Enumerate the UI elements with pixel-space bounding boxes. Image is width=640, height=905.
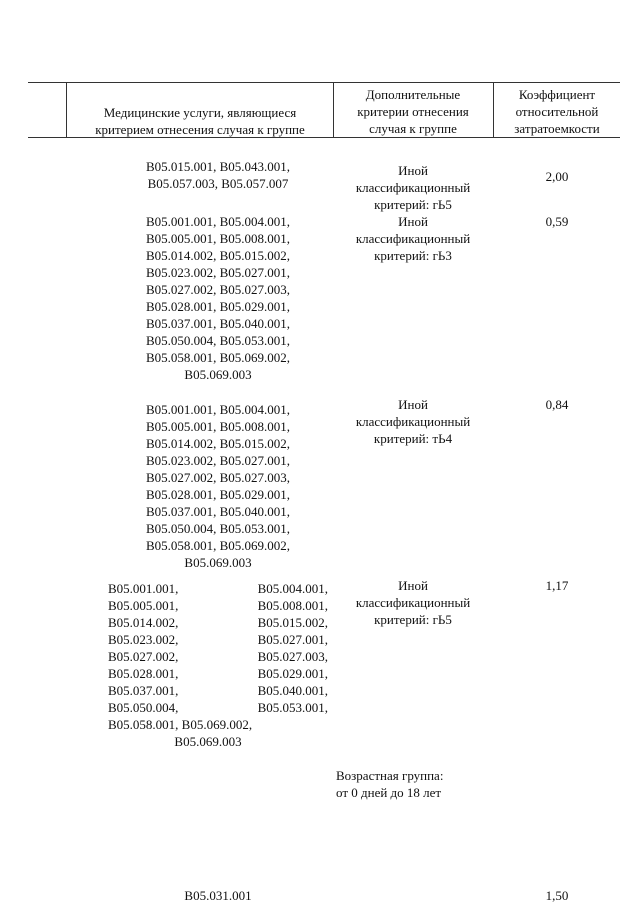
service-line bbox=[108, 648, 328, 665]
service-line: B05.023.002, B05.027.001, bbox=[145, 453, 291, 468]
criteria-line: критерий: тЬ4 bbox=[373, 431, 453, 446]
service-line: B05.027.002, B05.027.003, bbox=[145, 282, 291, 297]
criteria-line: критерий: гЬ5 bbox=[374, 612, 452, 627]
header-line: случая к группе bbox=[369, 121, 457, 136]
criteria-line: Иной bbox=[398, 163, 428, 178]
criteria-line: критерий: гЬ3 bbox=[374, 248, 452, 263]
service-line bbox=[108, 665, 328, 682]
service-line: B05.001.001, B05.004.001, bbox=[145, 402, 291, 417]
header-line: относительной bbox=[515, 104, 599, 119]
service-code: B05.008.001, bbox=[257, 598, 328, 613]
service-line: B05.057.003, B05.057.007 bbox=[147, 176, 289, 191]
service-line bbox=[108, 682, 328, 699]
row-4-criteria bbox=[334, 577, 492, 628]
service-code: B05.005.001, bbox=[108, 598, 179, 613]
service-code: B05.050.004, bbox=[108, 700, 179, 715]
service-code: B05.023.002, bbox=[108, 632, 179, 647]
criteria-line: критерий: гЬ5 bbox=[374, 197, 452, 212]
header-line: критерием отнесения случая к группе bbox=[95, 122, 305, 137]
service-code: B05.015.002, bbox=[257, 615, 328, 630]
service-line: B05.028.001, B05.029.001, bbox=[145, 299, 291, 314]
age-group-line: Возрастная группа: bbox=[336, 768, 444, 783]
service-line: B05.027.002, B05.027.003, bbox=[145, 470, 291, 485]
row-5-value: 1,50 bbox=[545, 888, 569, 903]
criteria-line: классификационный bbox=[355, 180, 471, 195]
service-code: B05.027.003, bbox=[257, 649, 328, 664]
service-line: B05.015.001, B05.043.001, bbox=[145, 159, 291, 174]
service-code: B05.027.002, bbox=[108, 649, 179, 664]
service-line: B05.050.004, B05.053.001, bbox=[145, 521, 291, 536]
row-4-services bbox=[108, 580, 328, 750]
service-code: B05.001.001, bbox=[108, 581, 179, 596]
criteria-line: Иной bbox=[398, 214, 428, 229]
service-code: B05.014.002, bbox=[108, 615, 179, 630]
service-line: B05.050.004, B05.053.001, bbox=[145, 333, 291, 348]
criteria-line: классификационный bbox=[355, 414, 471, 429]
service-code: B05.029.001, bbox=[257, 666, 328, 681]
row-5-services: B05.031.001 bbox=[184, 888, 252, 903]
service-line: B05.005.001, B05.008.001, bbox=[145, 231, 291, 246]
header-line: Дополнительные bbox=[365, 87, 461, 102]
service-line: B05.037.001, B05.040.001, bbox=[145, 504, 291, 519]
row-3-criteria bbox=[334, 396, 492, 447]
service-line: B05.058.001, B05.069.002, bbox=[145, 350, 291, 365]
row-3-value: 0,84 bbox=[545, 397, 569, 412]
service-code: B05.028.001, bbox=[108, 666, 179, 681]
service-code: B05.040.001, bbox=[257, 683, 328, 698]
header-services bbox=[68, 104, 332, 138]
header-line: критерии отнесения bbox=[357, 104, 469, 119]
table-top-rule bbox=[28, 82, 620, 83]
row-1-criteria bbox=[334, 162, 492, 213]
header-criteria bbox=[334, 86, 492, 137]
service-line: B05.014.002, B05.015.002, bbox=[145, 248, 291, 263]
service-line: B05.023.002, B05.027.001, bbox=[145, 265, 291, 280]
service-line: B05.069.003 bbox=[174, 734, 242, 749]
service-line bbox=[108, 631, 328, 648]
row-2-value: 0,59 bbox=[545, 214, 569, 229]
row-2-criteria bbox=[334, 213, 492, 264]
criteria-line: классификационный bbox=[355, 231, 471, 246]
service-line: B05.014.002, B05.015.002, bbox=[145, 436, 291, 451]
criteria-line: Иной bbox=[398, 397, 428, 412]
header-coefficient bbox=[494, 86, 620, 137]
service-line: B05.069.003 bbox=[184, 555, 252, 570]
age-group-note bbox=[336, 767, 443, 801]
criteria-line: Иной bbox=[398, 578, 428, 593]
age-group-line: от 0 дней до 18 лет bbox=[336, 785, 442, 800]
service-line: B05.058.001, B05.069.002, bbox=[145, 538, 291, 553]
service-line: B05.028.001, B05.029.001, bbox=[145, 487, 291, 502]
service-line: B05.001.001, B05.004.001, bbox=[145, 214, 291, 229]
criteria-line: классификационный bbox=[355, 595, 471, 610]
service-line bbox=[108, 614, 328, 631]
row-2-services bbox=[100, 213, 336, 383]
header-line: Медицинские услуги, являющиеся bbox=[103, 105, 297, 120]
service-line: B05.005.001, B05.008.001, bbox=[145, 419, 291, 434]
service-line bbox=[108, 580, 328, 597]
row-1-value: 2,00 bbox=[545, 169, 569, 184]
service-code: B05.027.001, bbox=[257, 632, 328, 647]
service-code: B05.004.001, bbox=[257, 581, 328, 596]
column-divider bbox=[66, 82, 67, 138]
service-code: B05.037.001, bbox=[108, 683, 179, 698]
service-line bbox=[108, 699, 328, 716]
service-line bbox=[108, 597, 328, 614]
service-line: B05.058.001, B05.069.002, bbox=[108, 717, 253, 732]
row-4-value: 1,17 bbox=[545, 578, 569, 593]
row-1-services bbox=[96, 158, 340, 192]
service-code: B05.053.001, bbox=[257, 700, 328, 715]
service-line: B05.069.003 bbox=[184, 367, 252, 382]
row-3-services bbox=[100, 401, 336, 571]
header-line: Коэффициент bbox=[518, 87, 596, 102]
service-line: B05.037.001, B05.040.001, bbox=[145, 316, 291, 331]
header-line: затратоемкости bbox=[514, 121, 600, 136]
